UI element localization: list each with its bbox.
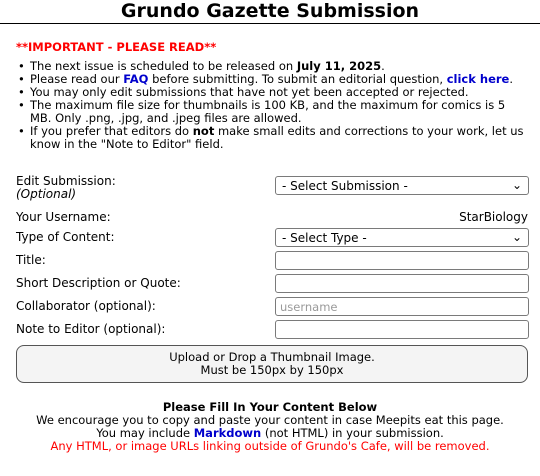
content-instructions [0, 401, 540, 453]
note-to-editor-input[interactable] [275, 320, 529, 339]
note-to-editor-label: Note to Editor (optional): [16, 322, 166, 336]
username-value: StarBiology [459, 210, 528, 224]
description-input[interactable] [275, 274, 529, 293]
upload-size-requirement: Must be 150px by 150px [200, 363, 344, 377]
markdown-link[interactable]: Markdown [193, 426, 262, 440]
note-file-size: • The maximum file size for thumbnails is 100 KB, and the maximum for comics is 5 MB. Only .png, .jpg, and .jpeg files are allowed. [16, 99, 528, 125]
edit-submission-select[interactable]: - Select Submission - ⌄ [275, 176, 529, 195]
note-release-date: • The next issue is scheduled to be released on July 11, 2025. [16, 60, 528, 73]
username-row [16, 208, 528, 228]
content-type-select[interactable]: - Select Type - ⌄ [275, 228, 529, 247]
submission-notes [16, 60, 528, 151]
edit-submission-row [16, 172, 528, 201]
collaborator-placeholder: username [280, 300, 338, 314]
title-label: Title: [16, 253, 46, 267]
faq-link[interactable]: FAQ [123, 72, 149, 86]
copy-advice: We encourage you to copy and paste your content in case Meepits eat this page. [36, 413, 504, 427]
important-notice: **IMPORTANT - PLEASE READ** [16, 40, 217, 54]
collaborator-label: Collaborator (optional): [16, 299, 156, 313]
collaborator-input[interactable] [275, 297, 529, 316]
edit-submission-label: Edit Submission: [16, 174, 116, 188]
content-type-label: Type of Content: [16, 230, 115, 244]
markdown-note: You may include Markdown (not HTML) in your submission. [96, 426, 444, 440]
upload-instruction: Upload or Drop a Thumbnail Image. [169, 350, 375, 364]
username-label: Your Username: [16, 210, 111, 224]
note-faq: • Please read our FAQ before submitting. To submit an editorial question, click here. [16, 73, 528, 86]
edit-submission-optional: (Optional) [16, 187, 77, 201]
editorial-question-link[interactable]: click here [446, 72, 510, 86]
note-to-editor-row [16, 320, 528, 340]
title-row [16, 251, 528, 271]
release-date: July 11, 2025 [296, 59, 382, 73]
page-title: Grundo Gazette Submission [0, 0, 540, 24]
note-edit-rules: • You may only edit submissions that have not yet been accepted or rejected. [16, 86, 528, 99]
content-type-row [16, 228, 528, 248]
title-input[interactable] [275, 251, 529, 270]
description-row [16, 274, 528, 294]
chevron-down-icon: ⌄ [511, 178, 522, 192]
collaborator-row [16, 297, 528, 317]
content-heading: Please Fill In Your Content Below [162, 400, 378, 414]
html-warning: Any HTML, or image URLs linking outside of Grundo's Cafe, will be removed. [50, 439, 490, 453]
note-editor-preference: • If you prefer that editors do not make small edits and corrections to your work, let us know in the "Note to Editor" field. [16, 125, 528, 151]
chevron-down-icon: ⌄ [511, 230, 522, 244]
thumbnail-upload-dropzone[interactable] [16, 345, 528, 383]
description-label: Short Description or Quote: [16, 276, 181, 290]
